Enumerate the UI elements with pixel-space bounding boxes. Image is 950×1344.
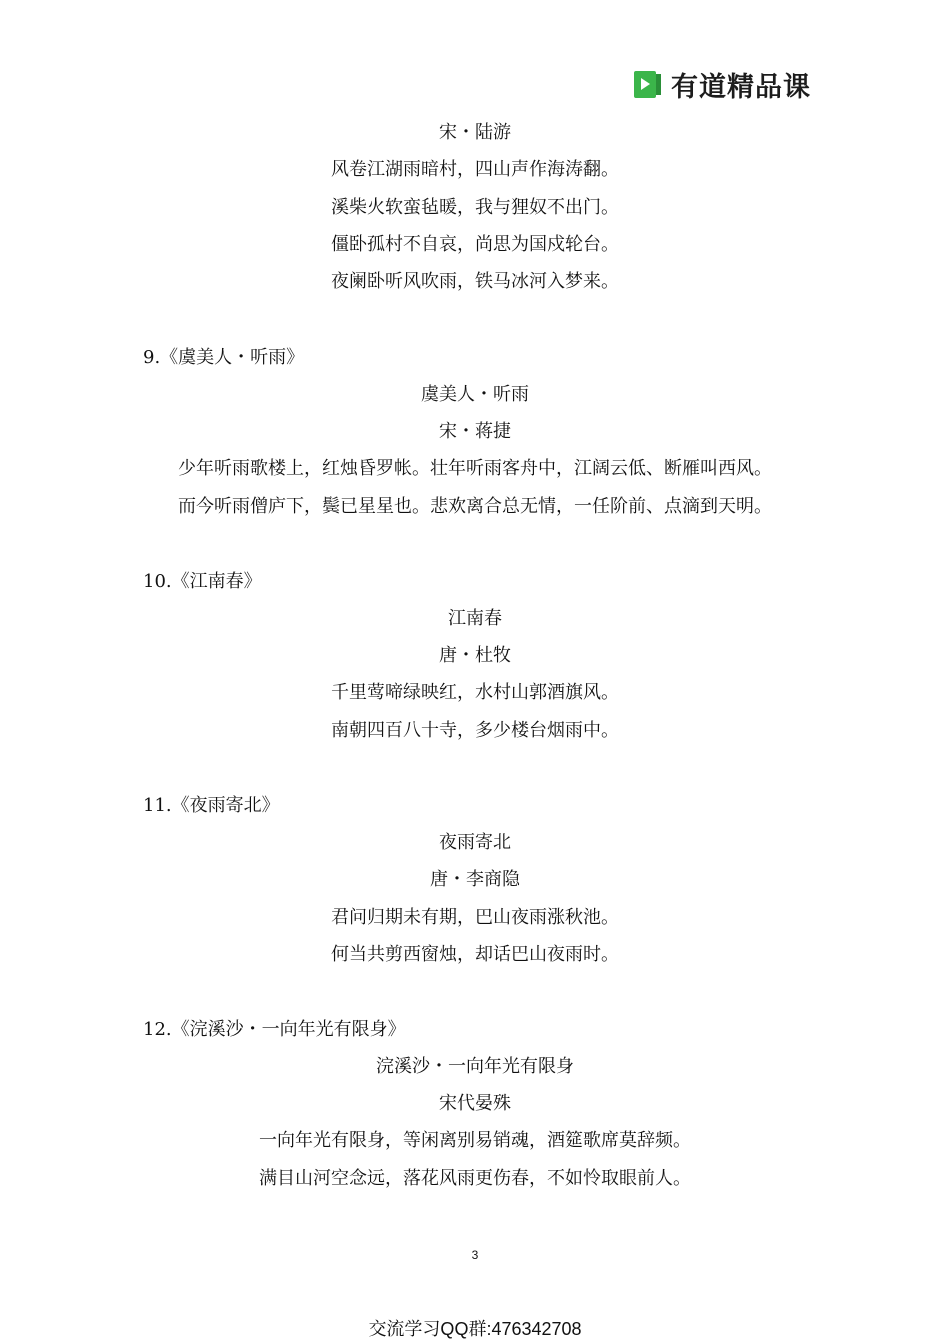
poem-line: 君问归期未有期，巴山夜雨涨秋池。 (331, 907, 619, 928)
poem-author: 宋・陆游 (439, 122, 511, 143)
poem-line: 何当共剪西窗烛，却话巴山夜雨时。 (331, 944, 619, 965)
poem-line: 而今听雨僧庐下，鬓已星星也。悲欢离合总无情，一任阶前、点滴到天明。 (178, 496, 772, 517)
poem-heading: 10.《江南春》 (143, 571, 262, 592)
footer-text: 交流学习QQ群:476342708 (368, 1319, 582, 1339)
poem-line: 满目山河空念远，落花风雨更伤春，不如怜取眼前人。 (259, 1168, 691, 1189)
brand-logo (633, 66, 811, 102)
poem-author: 宋・蒋捷 (439, 421, 511, 442)
brand-name: 有道精品课 (671, 71, 811, 103)
poem-heading: 11.《夜雨寄北》 (143, 795, 280, 816)
poem-line: 千里莺啼绿映红，水村山郭酒旗风。 (331, 682, 619, 703)
poem-heading: 9.《虞美人・听雨》 (143, 347, 305, 368)
poem-line: 僵卧孤村不自哀，尚思为国戍轮台。 (331, 234, 619, 255)
poem-title: 夜雨寄北 (439, 832, 511, 853)
poem-heading: 12.《浣溪沙・一向年光有限身》 (143, 1019, 406, 1040)
poem-line: 少年听雨歌楼上，红烛昏罗帐。壮年听雨客舟中，江阔云低、断雁叫西风。 (178, 458, 772, 479)
poem-author: 唐・李商隐 (430, 869, 520, 890)
poem-author: 宋代晏殊 (439, 1093, 511, 1114)
poem-line: 夜阑卧听风吹雨，铁马冰河入梦来。 (331, 271, 619, 292)
play-book-icon (633, 68, 663, 100)
poem-line: 溪柴火软蛮毡暖，我与狸奴不出门。 (331, 197, 619, 218)
poem-line: 南朝四百八十寺，多少楼台烟雨中。 (331, 720, 619, 741)
poem-line: 一向年光有限身，等闲离别易销魂，酒筵歌席莫辞频。 (259, 1130, 691, 1151)
poem-title: 江南春 (448, 608, 502, 629)
poem-line: 风卷江湖雨暗村，四山声作海涛翻。 (331, 159, 619, 180)
page-number: 3 (471, 1248, 479, 1262)
poem-title: 虞美人・听雨 (421, 384, 529, 405)
poem-author: 唐・杜牧 (439, 645, 511, 666)
poem-title: 浣溪沙・一向年光有限身 (376, 1056, 574, 1077)
